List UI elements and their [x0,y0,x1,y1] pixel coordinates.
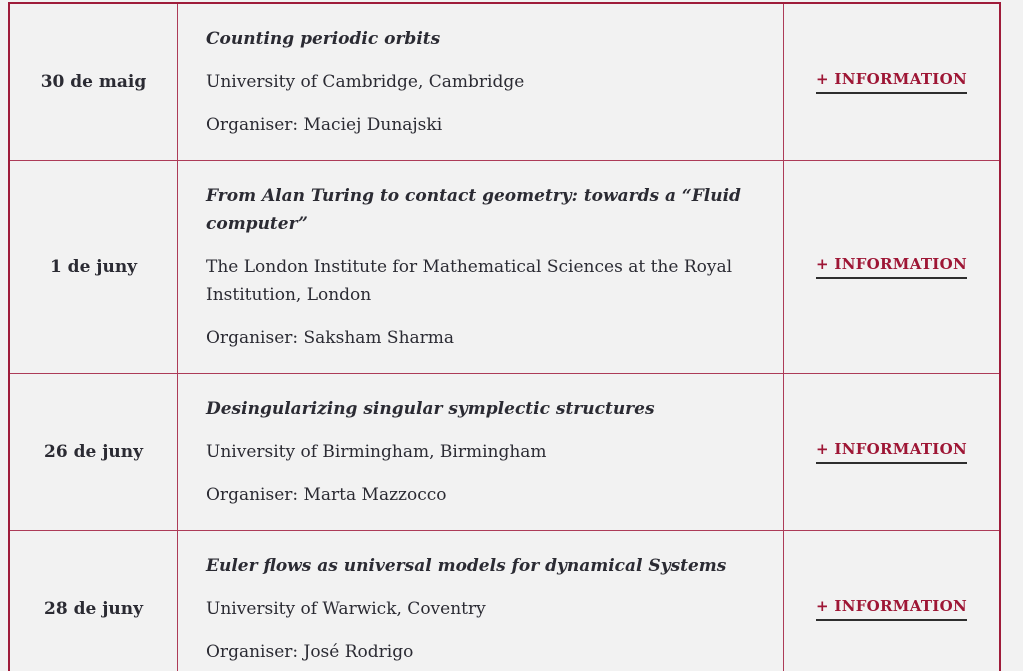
event-organiser: Organiser: José Rodrigo [206,642,414,662]
information-link[interactable]: + INFORMATION [816,255,967,279]
event-details-cell [178,161,783,373]
event-organiser: Organiser: Marta Mazzocco [206,485,447,505]
event-date: 1 de juny [10,161,178,373]
event-date: 26 de juny [10,374,178,530]
event-organiser: Organiser: Saksham Sharma [206,328,455,348]
information-cell [783,161,999,373]
event-title: Desingularizing singular symplectic structures [206,399,655,419]
event-row [10,530,999,671]
information-link[interactable]: + INFORMATION [816,70,967,94]
event-date: 30 de maig [10,4,178,160]
event-organiser: Organiser: Maciej Dunajski [206,115,443,135]
event-row [10,4,999,160]
event-title: Euler flows as universal models for dynamical Systems [206,556,727,576]
event-details-cell [178,4,783,160]
events-table [8,2,1001,671]
event-venue: University of Warwick, Coventry [206,599,486,619]
event-row [10,373,999,530]
event-details-cell [178,531,783,671]
event-details-cell [178,374,783,530]
event-title: From Alan Turing to contact geometry: towards a “Fluid computer” [206,186,741,234]
information-cell [783,531,999,671]
event-date: 28 de juny [10,531,178,671]
information-cell [783,4,999,160]
event-title: Counting periodic orbits [206,29,441,49]
information-cell [783,374,999,530]
event-row [10,160,999,373]
event-venue: The London Institute for Mathematical Sciences at the Royal Institution, London [206,257,733,305]
information-link[interactable]: + INFORMATION [816,597,967,621]
information-link[interactable]: + INFORMATION [816,440,967,464]
event-venue: University of Birmingham, Birmingham [206,442,547,462]
event-venue: University of Cambridge, Cambridge [206,72,525,92]
